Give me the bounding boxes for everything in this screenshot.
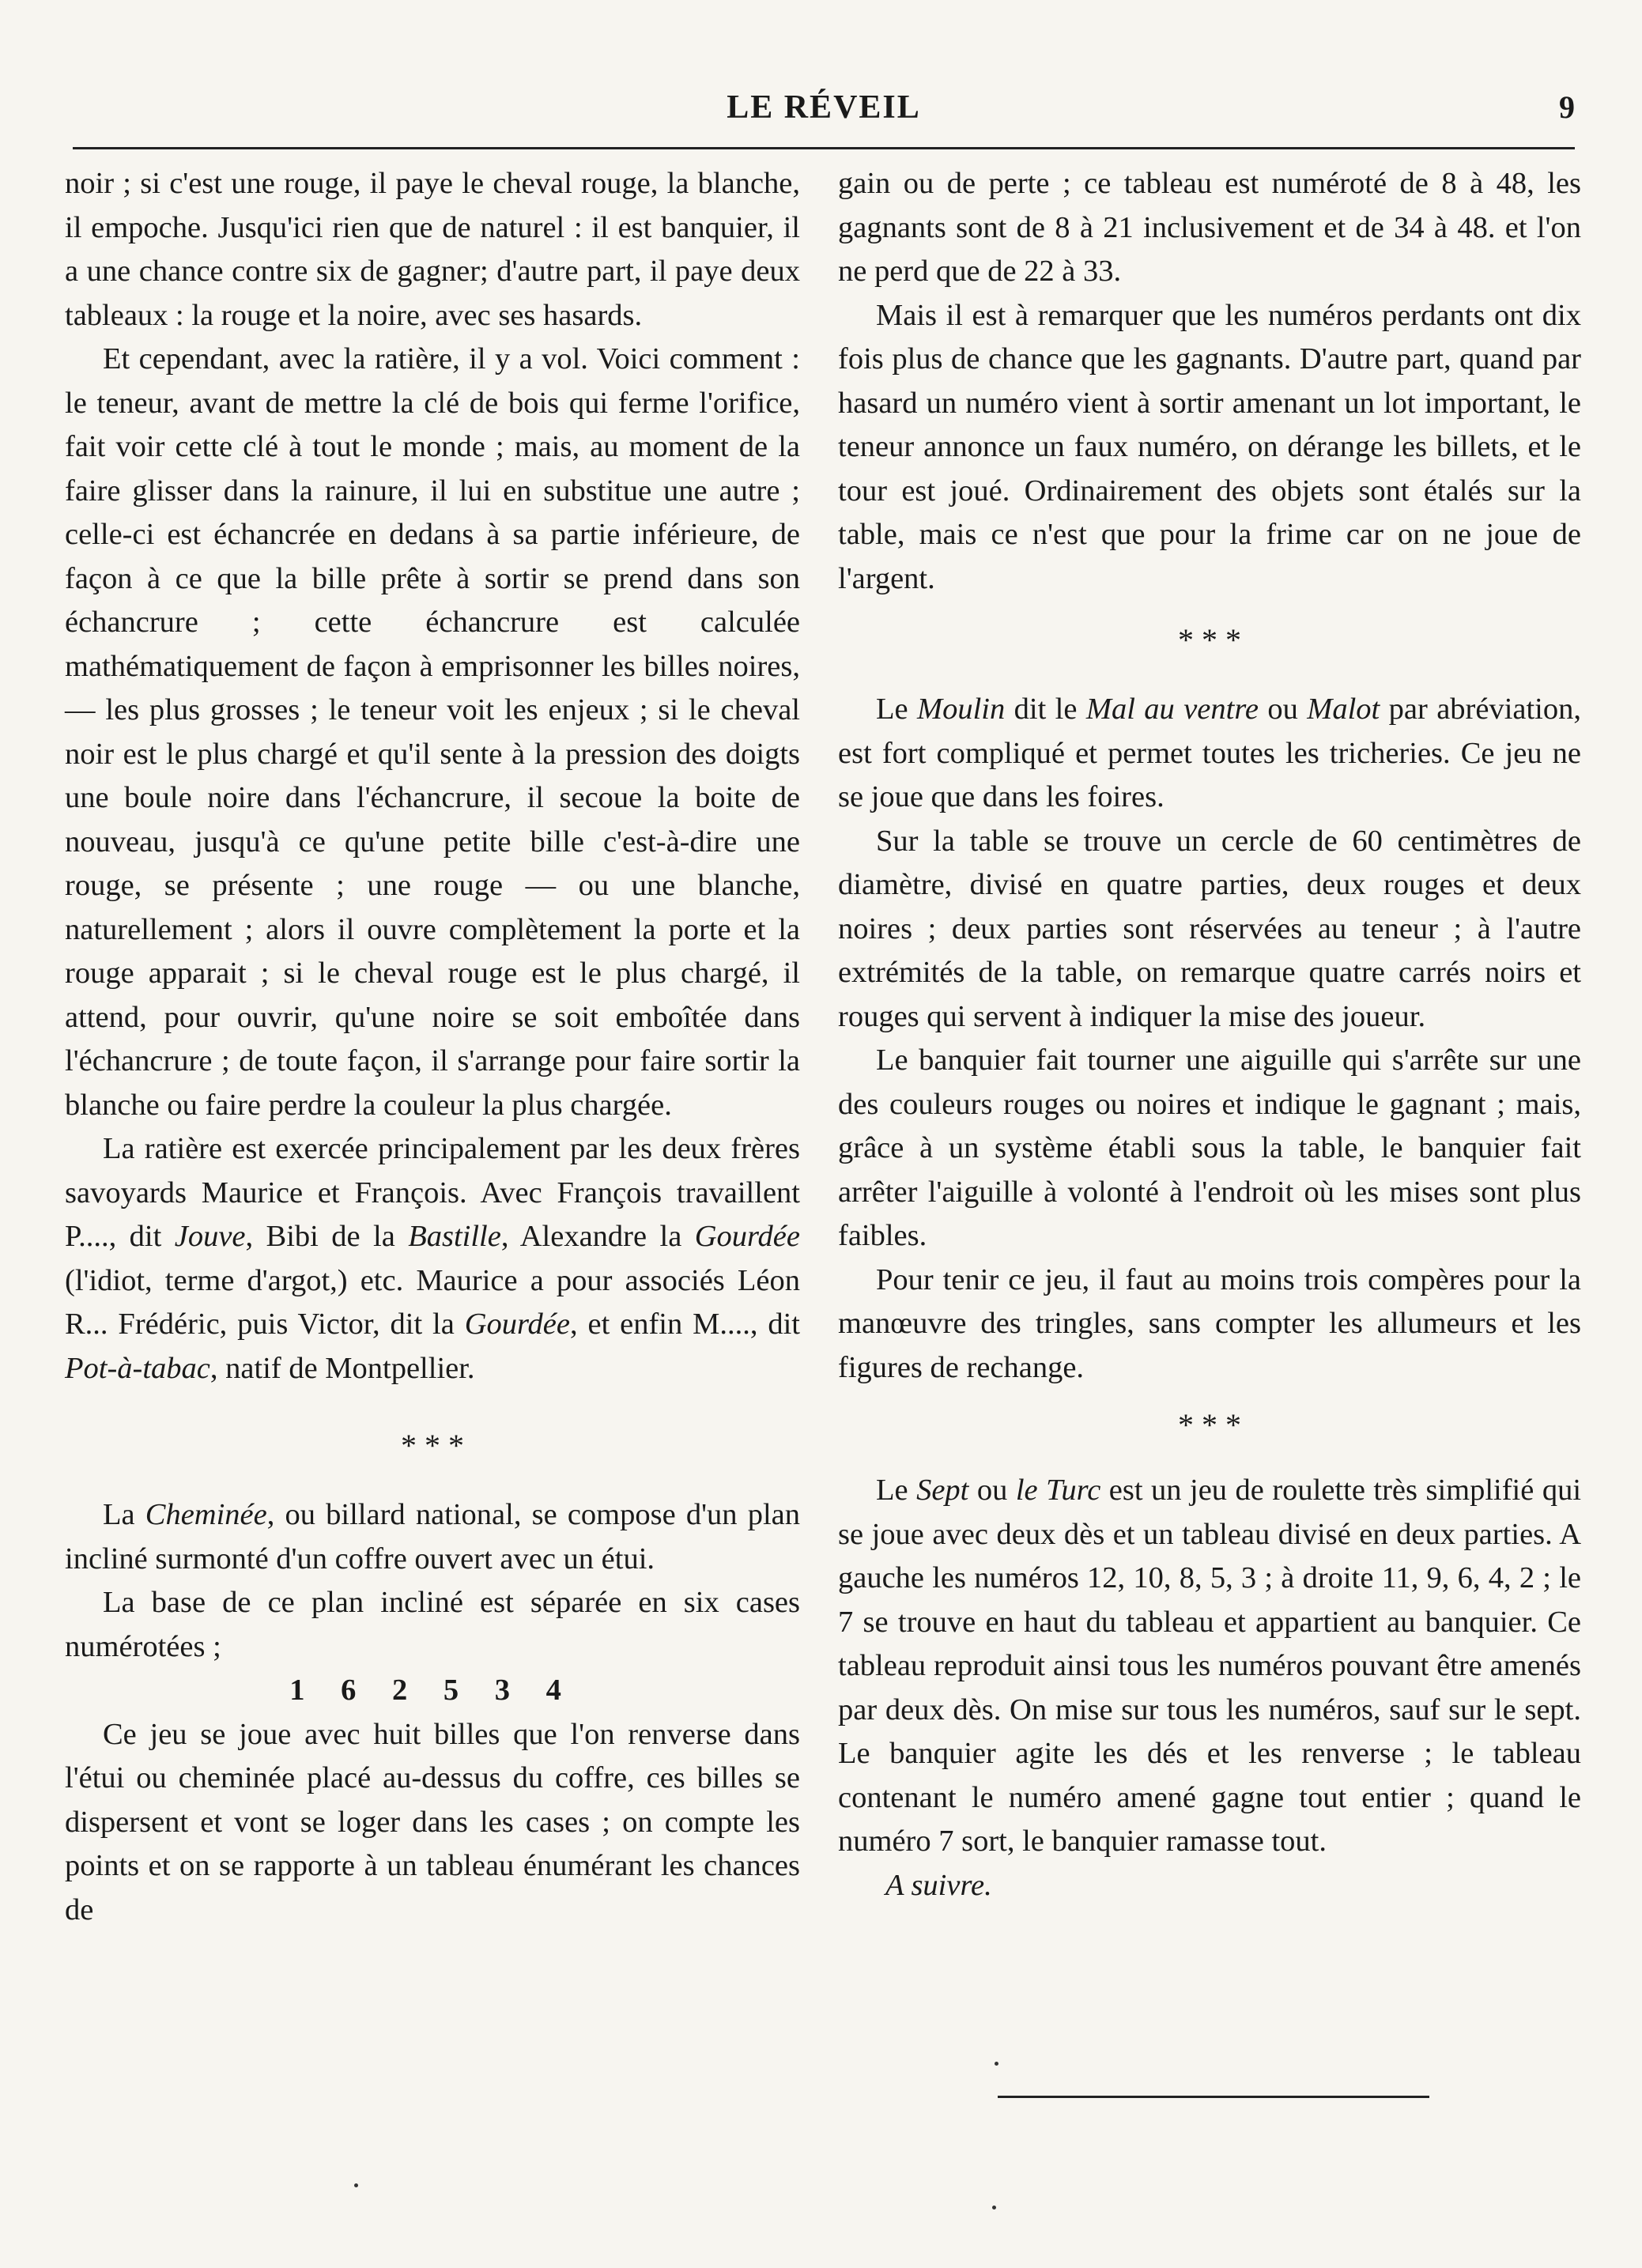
journal-title: LE RÉVEIL — [727, 89, 921, 126]
print-speck — [995, 2062, 998, 2066]
italic-name: Sept — [916, 1474, 969, 1507]
print-speck — [354, 2183, 358, 2187]
right-paragraph-3 — [838, 688, 1581, 820]
end-rule — [998, 2096, 1429, 2098]
text-run: ou — [1258, 692, 1308, 726]
text-run: Le — [876, 1474, 917, 1507]
italic-name: Jouve — [174, 1220, 246, 1253]
text-run: La ratière est exercée principalement par les deux frères savoyards Maurice et François. Avec François travaillent P...., dit — [65, 1132, 800, 1253]
header-rule — [73, 147, 1575, 149]
italic-name: Gourdée — [694, 1220, 800, 1253]
left-paragraph-3 — [65, 1127, 800, 1391]
italic-name: Cheminée — [145, 1498, 267, 1531]
stars-text: * * * — [1178, 622, 1241, 658]
section-separator-stars — [838, 601, 1581, 688]
left-paragraph-4 — [65, 1493, 800, 1581]
right-paragraph-1: gain ou de perte ; ce tableau est numéroté de 8 à 48, les gagnants sont de 8 à 21 inclusivement et de 34 à 48. et l'on ne perd que de 22 à 33. — [838, 167, 1581, 288]
text-run: , Alexandre la — [500, 1220, 695, 1253]
section-separator-stars — [838, 1390, 1581, 1469]
italic-name: Pot-à-tabac — [65, 1351, 210, 1385]
left-paragraph-5: La base de ce plan incliné est séparée en six cases numérotées ; — [65, 1586, 800, 1663]
left-paragraph-1: noir ; si c'est une rouge, il paye le cheval rouge, la blanche, il empoche. Jusqu'ici rien que de naturel : il est banquier, il a une chance contre six de gagner; d'autre part, il paye deux tableaux : la rouge et la noire, avec ses hasards. — [65, 167, 800, 332]
text-run: ou — [968, 1474, 1016, 1507]
text-run: est un jeu de roulette très simplifié qui se joue avec deux dès et un tableau divisé en deux parties. A gauche les numéros 12, 10, 8, 5, 3 ; à droite 11, 9, 6, 4, 2 ; le 7 se trouve en haut du tableau et appartient au banquier. Ce tableau reproduit ainsi tous les numéros pouvant être amenés par deux dès. On mise sur tous les numéros, sauf sur le sept. Le banquier agite les dés et les renverse ; le tableau contenant le numéro amené gagne tout entier ; quand le numéro 7 sort, le banquier ramasse tout. — [838, 1474, 1582, 1858]
page-header — [73, 89, 1575, 144]
italic-name: Gourdée — [464, 1308, 570, 1341]
page-number: 9 — [1559, 89, 1575, 125]
italic-name: Moulin — [917, 692, 1006, 726]
text-run: La — [103, 1498, 145, 1531]
right-paragraph-2: Mais il est à remarquer que les numéros perdants ont dix fois plus de chance que les gagnants. D'autre part, quand par hasard un numéro vient à sortir amenant un lot important, le teneur annonce un faux numéro, on dérange les billets, et le tour est joué. Ordinairement des objets sont étalés sur la table, mais ce n'est que pour la frime car on ne joue de l'argent. — [838, 298, 1581, 595]
right-paragraph-7 — [838, 1469, 1581, 1864]
to-be-continued: A suivre. — [885, 1868, 992, 1902]
section-separator-stars — [65, 1406, 800, 1493]
text-run: Le — [876, 692, 918, 726]
case-numbers: 1 6 2 5 3 4 — [289, 1674, 576, 1707]
italic-name: Bastille — [408, 1220, 501, 1253]
text-run: , et enfin M...., dit — [570, 1308, 800, 1341]
text-run: par abréviation, est fort compliqué et permet toutes les tricheries. Ce jeu ne se joue que dans les foires. — [838, 692, 1582, 813]
left-paragraph-6: Ce jeu se joue avec huit billes que l'on renverse dans l'étui ou cheminée placé au-dessus du coffre, ces billes se dispersent et vont se loger dans les cases ; on compte les points et on se rapporte à un tableau énumérant les chances de — [65, 1717, 800, 1926]
text-run: (l'idiot, terme d'argot,) etc. Maurice a pour associés Léon R... Frédéric, puis Victor, dit la — [65, 1263, 800, 1341]
right-paragraph-5: Le banquier fait tourner une aiguille qui s'arrête sur une des couleurs rouges ou noires et indique le gagnant ; mais, grâce à un système établi sous la table, le banquier fait arrêter l'aiguille à volonté à l'endroit où les mises sont plus faibles. — [838, 1043, 1581, 1252]
stars-text: * * * — [401, 1428, 464, 1463]
italic-name: le Turc — [1015, 1474, 1101, 1507]
right-paragraph-6: Pour tenir ce jeu, il faut au moins trois compères pour la manœuvre des tringles, sans compter les allumeurs et les figures de rechange. — [838, 1262, 1581, 1384]
left-column — [65, 162, 800, 1932]
text-run: , ou billard national, se compose d'un plan incliné surmonté d'un coffre ouvert avec un étui. — [65, 1498, 800, 1576]
italic-name: Malot — [1307, 692, 1380, 726]
print-speck — [992, 2206, 996, 2210]
right-column — [838, 162, 1581, 1908]
stars-text: * * * — [1178, 1407, 1241, 1443]
text-run: , Bibi de la — [245, 1220, 409, 1253]
italic-name: Mal au ventre — [1085, 692, 1259, 726]
text-run: , natif de Montpellier. — [209, 1351, 475, 1385]
text-run: dit le — [1005, 692, 1086, 726]
right-paragraph-4: Sur la table se trouve un cercle de 60 centimètres de diamètre, divisé en quatre parties, deux rouges et deux noires ; deux parties sont réservées au teneur ; à l'autre extrémités de la table, on remarque quatre carrés noirs et rouges qui servent à indiquer la mise des joueur. — [838, 824, 1581, 1033]
left-paragraph-2: Et cependant, avec la ratière, il y a vol. Voici comment : le teneur, avant de mettre la clé de bois qui ferme l'orifice, fait voir cette clé à tout le monde ; mais, au moment de la faire glisser dans la rainure, il lui en substitue une autre ; celle-ci est échancrée en dedans à sa partie inférieure, de façon à ce que la bille prête à sortir se prend dans son échancrure ; cette échancrure est calculée mathématiquement de façon à emprisonner les billes noires, — les plus grosses ; le teneur voit les enjeux ; si le cheval noir est le plus chargé et qu'il sente à la pression des doigts une boule noire dans l'échancrure, il secoue la boite de nouveau, jusqu'à ce qu'une petite bille c'est-à-dire une rouge, se présente ; une rouge — ou une blanche, naturellement ; alors il ouvre complètement la porte et la rouge apparait ; si le cheval rouge est le plus chargé, il attend, pour ouvrir, qu'une noire se soit emboîtée dans l'échancrure ; de toute façon, il s'arrange pour faire sortir la blanche ou faire perdre la couleur la plus chargée. — [65, 342, 800, 1122]
